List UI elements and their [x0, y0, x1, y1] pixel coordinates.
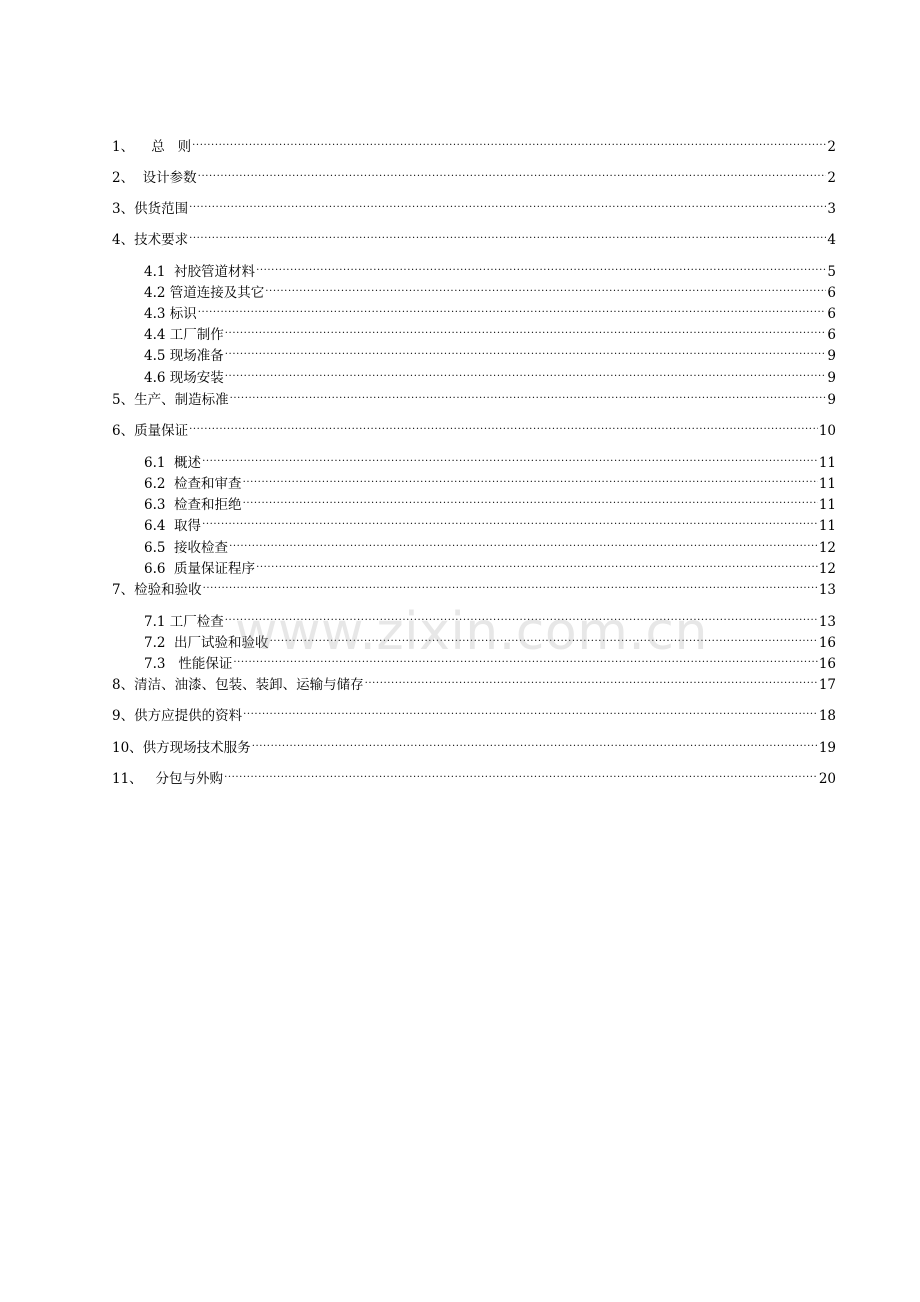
toc-page-number: 13	[818, 614, 836, 630]
toc-entry-label: 3、供货范围	[112, 201, 189, 217]
toc-entry-label: 2、 设计参数	[112, 170, 197, 186]
toc-dot-leader	[233, 650, 817, 668]
toc-page-number: 2	[827, 170, 836, 186]
toc-entry-11[interactable]	[112, 765, 836, 788]
toc-entry-4[interactable]	[112, 226, 836, 249]
toc-entry-label: 5、生产、制造标准	[112, 392, 229, 408]
toc-entry-4-5[interactable]	[144, 342, 836, 365]
toc-page-number: 11	[818, 455, 836, 471]
toc-entry-10[interactable]	[112, 734, 836, 757]
toc-entry-7-1[interactable]	[144, 608, 836, 631]
toc-entry-2[interactable]	[112, 164, 836, 187]
toc-page-number: 19	[818, 740, 836, 756]
toc-page-number: 2	[827, 139, 836, 155]
toc-page-number: 17	[818, 677, 836, 693]
toc-entry-4-2[interactable]	[144, 279, 836, 302]
toc-entry-label: 7、检验和验收	[112, 582, 202, 598]
toc-dot-leader	[256, 555, 818, 573]
toc-entry-3[interactable]	[112, 195, 836, 218]
toc-entry-label: 4.6 现场安装	[144, 370, 224, 386]
toc-page-number: 12	[818, 561, 836, 577]
toc-dot-leader	[225, 608, 818, 626]
toc-entry-label: 1、 总 则	[112, 139, 192, 155]
toc-entry-label: 4、技术要求	[112, 232, 189, 248]
toc-dot-leader	[225, 342, 827, 360]
toc-entry-8[interactable]	[112, 671, 836, 694]
toc-page-number: 16	[818, 656, 836, 672]
toc-page-number: 11	[818, 497, 836, 513]
toc-entry-label: 6、质量保证	[112, 423, 189, 439]
toc-page-number: 11	[818, 476, 836, 492]
toc-dot-leader	[243, 470, 818, 488]
toc-entry-label: 6.1 概述	[144, 455, 202, 471]
toc-entry-6-3[interactable]	[144, 491, 836, 514]
toc-dot-leader	[225, 321, 827, 339]
toc-dot-leader	[203, 576, 818, 594]
toc-entry-1[interactable]	[112, 133, 836, 156]
toc-page-number: 6	[827, 285, 836, 301]
toc-entry-label: 10、供方现场技术服务	[112, 740, 251, 756]
toc-dot-leader	[265, 279, 826, 297]
toc-entry-label: 6.3 检查和拒绝	[144, 497, 242, 513]
toc-entry-4-3[interactable]	[144, 300, 836, 323]
toc-dot-leader	[189, 195, 826, 213]
toc-dot-leader	[270, 629, 818, 647]
toc-dot-leader	[225, 364, 827, 382]
toc-entry-label: 4.1 衬胶管道材料	[144, 264, 256, 280]
toc-entry-label: 11、 分包与外购	[112, 771, 224, 787]
toc-dot-leader	[189, 417, 818, 435]
toc-dot-leader	[198, 300, 827, 318]
toc-page-number: 9	[827, 370, 836, 386]
toc-entry-label: 4.3 标识	[144, 306, 197, 322]
toc-entry-label: 7.2 出厂试验和验收	[144, 635, 269, 651]
toc-dot-leader	[202, 449, 818, 467]
toc-entry-label: 4.5 现场准备	[144, 348, 224, 364]
toc-entry-6[interactable]	[112, 417, 836, 440]
toc-dot-leader	[229, 534, 818, 552]
toc-entry-label: 7.1 工厂检查	[144, 614, 224, 630]
toc-entry-label: 9、供方应提供的资料	[112, 708, 243, 724]
toc-page-number: 20	[818, 771, 836, 787]
toc-entry-label: 6.6 质量保证程序	[144, 561, 256, 577]
toc-page-number: 9	[827, 348, 836, 364]
toc-entry-6-4[interactable]	[144, 512, 836, 535]
toc-dot-leader	[230, 386, 827, 404]
toc-entry-6-1[interactable]	[144, 449, 836, 472]
toc-entry-4-4[interactable]	[144, 321, 836, 344]
toc-dot-leader	[256, 258, 826, 276]
toc-page-number: 5	[827, 264, 836, 280]
toc-page-number: 10	[818, 423, 836, 439]
toc-page-number: 18	[818, 708, 836, 724]
toc-entry-4-1[interactable]	[144, 258, 836, 281]
toc-dot-leader	[252, 734, 818, 752]
toc-dot-leader	[243, 491, 818, 509]
toc-entry-label: 6.2 检查和审查	[144, 476, 242, 492]
toc-entry-6-6[interactable]	[144, 555, 836, 578]
toc-entry-7-2[interactable]	[144, 629, 836, 652]
toc-dot-leader	[189, 226, 826, 244]
toc-page-number: 11	[818, 518, 836, 534]
toc-entry-label: 8、清洁、油漆、包装、装卸、运输与储存	[112, 677, 364, 693]
toc-page-number: 6	[827, 306, 836, 322]
toc-entry-5[interactable]	[112, 386, 836, 409]
watermark-text: www.zixin.com.cn	[235, 602, 708, 662]
toc-dot-leader	[192, 133, 826, 151]
toc-entry-label: 7.3 性能保证	[144, 656, 233, 672]
toc-page-number: 9	[827, 392, 836, 408]
toc-page-number: 6	[827, 327, 836, 343]
toc-entry-6-2[interactable]	[144, 470, 836, 493]
toc-dot-leader	[198, 164, 827, 182]
toc-entry-label: 4.2 管道连接及其它	[144, 285, 265, 301]
toc-entry-9[interactable]	[112, 702, 836, 725]
toc-page-number: 13	[818, 582, 836, 598]
toc-page-number: 4	[827, 232, 836, 248]
toc-dot-leader	[243, 702, 818, 720]
toc-entry-label: 6.5 接收检查	[144, 540, 229, 556]
toc-dot-leader	[224, 765, 818, 783]
toc-entry-7[interactable]	[112, 576, 836, 599]
toc-entry-4-6[interactable]	[144, 364, 836, 387]
toc-entry-7-3[interactable]	[144, 650, 836, 673]
toc-page-number: 3	[827, 201, 836, 217]
toc-page-number: 12	[818, 540, 836, 556]
toc-page-number: 16	[818, 635, 836, 651]
toc-entry-6-5[interactable]	[144, 534, 836, 557]
toc-entry-label: 4.4 工厂制作	[144, 327, 224, 343]
toc-dot-leader	[365, 671, 818, 689]
toc-entry-label: 6.4 取得	[144, 518, 202, 534]
toc-dot-leader	[202, 512, 818, 530]
